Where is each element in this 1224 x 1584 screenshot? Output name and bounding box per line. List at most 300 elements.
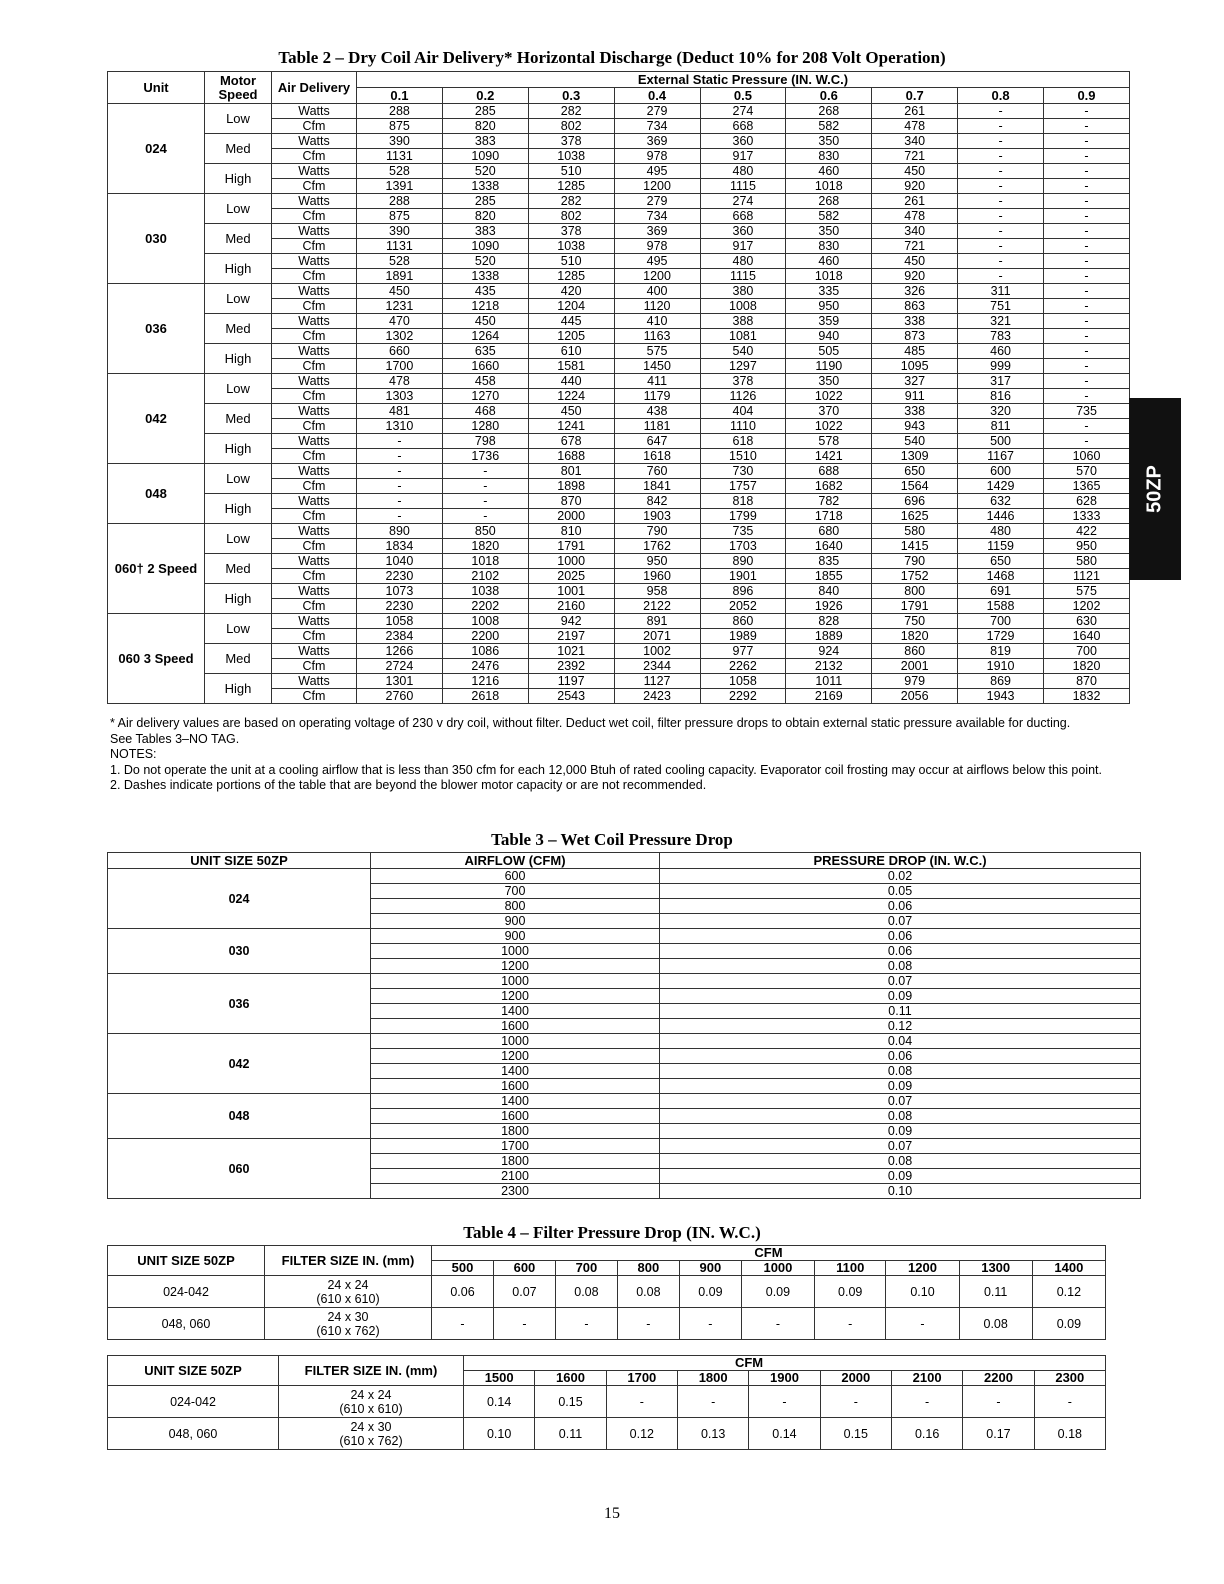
air-delivery-label: Watts xyxy=(272,584,357,599)
filter-size-cell xyxy=(265,1276,432,1308)
value-cell: 760 xyxy=(614,464,700,479)
table-row xyxy=(108,344,1130,359)
air-delivery-label: Watts xyxy=(272,284,357,299)
motor-speed-cell: Med xyxy=(205,134,272,164)
value-cell: 575 xyxy=(1044,584,1130,599)
table-row xyxy=(108,134,1130,149)
pressure-header: 0.4 xyxy=(614,88,700,104)
notes-label: NOTES: xyxy=(110,747,157,761)
value-cell: 700 xyxy=(958,614,1044,629)
value-cell: 0.11 xyxy=(959,1276,1032,1308)
value-cell: 268 xyxy=(786,194,872,209)
value-cell: 840 xyxy=(786,584,872,599)
value-cell: 1700 xyxy=(357,359,443,374)
value-cell: 0.10 xyxy=(886,1276,959,1308)
value-cell: 435 xyxy=(442,284,528,299)
value-cell: - xyxy=(442,509,528,524)
air-delivery-label: Watts xyxy=(272,644,357,659)
value-cell: 2160 xyxy=(528,599,614,614)
table-row xyxy=(108,614,1130,629)
airflow-cell: 900 xyxy=(371,914,660,929)
pressure-drop-cell: 0.06 xyxy=(660,899,1141,914)
value-cell: 1832 xyxy=(1044,689,1130,704)
value-cell: 411 xyxy=(614,374,700,389)
value-cell: - xyxy=(958,269,1044,284)
t4a-cfm-label: CFM xyxy=(432,1246,1106,1261)
cfm-header: 1800 xyxy=(677,1371,748,1386)
air-delivery-label: Watts xyxy=(272,194,357,209)
value-cell: 734 xyxy=(614,119,700,134)
value-cell: 1903 xyxy=(614,509,700,524)
value-cell: 1190 xyxy=(786,359,872,374)
value-cell: 1640 xyxy=(1044,629,1130,644)
pressure-drop-cell: 0.04 xyxy=(660,1034,1141,1049)
airflow-cell: 1200 xyxy=(371,989,660,1004)
value-cell: 1338 xyxy=(442,179,528,194)
value-cell: 943 xyxy=(872,419,958,434)
value-cell: 2025 xyxy=(528,569,614,584)
value-cell: 2132 xyxy=(786,659,872,674)
value-cell: 1302 xyxy=(357,329,443,344)
motor-speed-cell: High xyxy=(205,164,272,194)
value-cell: 1058 xyxy=(700,674,786,689)
value-cell: 818 xyxy=(700,494,786,509)
value-cell: - xyxy=(1044,134,1130,149)
value-cell: - xyxy=(958,194,1044,209)
value-cell: 700 xyxy=(1044,644,1130,659)
side-section-tab: 50ZP xyxy=(1129,398,1181,580)
airflow-cell: 1600 xyxy=(371,1109,660,1124)
value-cell: 2071 xyxy=(614,629,700,644)
value-cell: 369 xyxy=(614,224,700,239)
value-cell: 635 xyxy=(442,344,528,359)
value-cell: 1159 xyxy=(958,539,1044,554)
filter-size-in: 24 x 24 xyxy=(327,1277,369,1292)
unit-size-cell: 060 xyxy=(108,1139,371,1199)
pressure-drop-cell: 0.05 xyxy=(660,884,1141,899)
value-cell: 338 xyxy=(872,314,958,329)
airflow-cell: 1000 xyxy=(371,1034,660,1049)
airflow-cell: 700 xyxy=(371,884,660,899)
value-cell: 1038 xyxy=(528,149,614,164)
value-cell: 920 xyxy=(872,179,958,194)
value-cell: 540 xyxy=(872,434,958,449)
value-cell: 2001 xyxy=(872,659,958,674)
cfm-header: 2000 xyxy=(820,1371,891,1386)
value-cell: 478 xyxy=(357,374,443,389)
air-delivery-label: Cfm xyxy=(272,689,357,704)
note-1: 1. Do not operate the unit at a cooling airflow that is less than 350 cfm for each 12,000 Btuh of rated cooling capacity. Evaporator coil frosting may occur at airflows below this point. xyxy=(110,762,1102,777)
value-cell: 438 xyxy=(614,404,700,419)
value-cell: - xyxy=(493,1308,555,1340)
value-cell: 350 xyxy=(786,134,872,149)
value-cell: 261 xyxy=(872,194,958,209)
value-cell: - xyxy=(1044,329,1130,344)
value-cell: 1762 xyxy=(614,539,700,554)
table-row xyxy=(108,404,1130,419)
value-cell: 0.11 xyxy=(535,1418,606,1450)
table-row xyxy=(108,1276,1106,1308)
value-cell: 480 xyxy=(700,254,786,269)
value-cell: 279 xyxy=(614,194,700,209)
value-cell: 2200 xyxy=(442,629,528,644)
value-cell: - xyxy=(1044,164,1130,179)
value-cell: 458 xyxy=(442,374,528,389)
value-cell: 751 xyxy=(958,299,1044,314)
motor-speed-cell: Med xyxy=(205,644,272,674)
value-cell: 2230 xyxy=(357,569,443,584)
value-cell: 783 xyxy=(958,329,1044,344)
value-cell: 875 xyxy=(357,119,443,134)
value-cell: - xyxy=(958,104,1044,119)
value-cell: - xyxy=(1044,254,1130,269)
airflow-cell: 2300 xyxy=(371,1184,660,1199)
value-cell: 1058 xyxy=(357,614,443,629)
value-cell: 285 xyxy=(442,194,528,209)
value-cell: 450 xyxy=(872,164,958,179)
value-cell: 801 xyxy=(528,464,614,479)
value-cell: 1131 xyxy=(357,239,443,254)
value-cell: 2344 xyxy=(614,659,700,674)
value-cell: 1365 xyxy=(1044,479,1130,494)
value-cell: 390 xyxy=(357,224,443,239)
value-cell: 1391 xyxy=(357,179,443,194)
value-cell: 873 xyxy=(872,329,958,344)
value-cell: 1910 xyxy=(958,659,1044,674)
unit-size-cell: 036 xyxy=(108,974,371,1034)
value-cell: 999 xyxy=(958,359,1044,374)
value-cell: 1120 xyxy=(614,299,700,314)
value-cell: 390 xyxy=(357,134,443,149)
value-cell: 1799 xyxy=(700,509,786,524)
value-cell: 460 xyxy=(786,254,872,269)
motor-speed-cell: Low xyxy=(205,524,272,554)
value-cell: 1820 xyxy=(442,539,528,554)
value-cell: 1285 xyxy=(528,179,614,194)
value-cell: 798 xyxy=(442,434,528,449)
motor-speed-cell: High xyxy=(205,254,272,284)
pressure-header: 0.6 xyxy=(786,88,872,104)
value-cell: 1834 xyxy=(357,539,443,554)
cfm-header: 800 xyxy=(617,1261,679,1276)
value-cell: 734 xyxy=(614,209,700,224)
value-cell: 578 xyxy=(786,434,872,449)
filter-size-cell xyxy=(279,1386,464,1418)
table-row xyxy=(108,464,1130,479)
cfm-header: 500 xyxy=(432,1261,494,1276)
table-row xyxy=(108,494,1130,509)
table-row xyxy=(108,1139,1141,1154)
table-row xyxy=(108,554,1130,569)
t4a-col-filter: FILTER SIZE IN. (mm) xyxy=(265,1246,432,1276)
value-cell: 1943 xyxy=(958,689,1044,704)
value-cell: 810 xyxy=(528,524,614,539)
value-cell: 1889 xyxy=(786,629,872,644)
value-cell: 1791 xyxy=(872,599,958,614)
value-cell: 835 xyxy=(786,554,872,569)
value-cell: 1564 xyxy=(872,479,958,494)
value-cell: 359 xyxy=(786,314,872,329)
value-cell: - xyxy=(1044,179,1130,194)
value-cell: - xyxy=(958,254,1044,269)
value-cell: 505 xyxy=(786,344,872,359)
air-delivery-label: Watts xyxy=(272,404,357,419)
table-row xyxy=(108,374,1130,389)
motor-speed-cell: Med xyxy=(205,224,272,254)
value-cell: - xyxy=(1044,194,1130,209)
value-cell: 819 xyxy=(958,644,1044,659)
value-cell: 321 xyxy=(958,314,1044,329)
air-delivery-label: Cfm xyxy=(272,239,357,254)
filter-pressure-drop-table-1 xyxy=(107,1245,1106,1340)
cfm-header: 1600 xyxy=(535,1371,606,1386)
value-cell: - xyxy=(432,1308,494,1340)
value-cell: 920 xyxy=(872,269,958,284)
value-cell: - xyxy=(357,494,443,509)
value-cell: 2292 xyxy=(700,689,786,704)
unit-cell: 060† 2 Speed xyxy=(108,524,205,614)
pressure-header: 0.5 xyxy=(700,88,786,104)
value-cell: 0.10 xyxy=(464,1418,535,1450)
value-cell: 1618 xyxy=(614,449,700,464)
value-cell: 2760 xyxy=(357,689,443,704)
value-cell: - xyxy=(357,464,443,479)
value-cell: 261 xyxy=(872,104,958,119)
value-cell: 1270 xyxy=(442,389,528,404)
value-cell: - xyxy=(1044,269,1130,284)
value-cell: - xyxy=(1044,419,1130,434)
value-cell: 468 xyxy=(442,404,528,419)
value-cell: 370 xyxy=(786,404,872,419)
pressure-header: 0.9 xyxy=(1044,88,1130,104)
value-cell: 830 xyxy=(786,239,872,254)
table4-title: Table 4 – Filter Pressure Drop (IN. W.C.) xyxy=(463,1223,761,1242)
value-cell: 460 xyxy=(958,344,1044,359)
value-cell: 378 xyxy=(528,224,614,239)
value-cell: 950 xyxy=(786,299,872,314)
value-cell: 800 xyxy=(872,584,958,599)
airflow-cell: 1400 xyxy=(371,1094,660,1109)
value-cell: 478 xyxy=(872,119,958,134)
table-row xyxy=(108,224,1130,239)
pressure-drop-cell: 0.08 xyxy=(660,1154,1141,1169)
value-cell: 730 xyxy=(700,464,786,479)
table-row xyxy=(108,1094,1141,1109)
table3-title: Table 3 – Wet Coil Pressure Drop xyxy=(491,830,733,849)
value-cell: 1018 xyxy=(786,269,872,284)
value-cell: 1181 xyxy=(614,419,700,434)
value-cell: 890 xyxy=(700,554,786,569)
cfm-header: 2300 xyxy=(1034,1371,1105,1386)
value-cell: 1090 xyxy=(442,149,528,164)
value-cell: 369 xyxy=(614,134,700,149)
motor-speed-cell: High xyxy=(205,674,272,704)
value-cell: 445 xyxy=(528,314,614,329)
value-cell: 802 xyxy=(528,209,614,224)
motor-speed-cell: Low xyxy=(205,464,272,494)
value-cell: 816 xyxy=(958,389,1044,404)
table-row xyxy=(108,284,1130,299)
value-cell: - xyxy=(606,1386,677,1418)
value-cell: 1301 xyxy=(357,674,443,689)
value-cell: 2543 xyxy=(528,689,614,704)
table-row xyxy=(108,194,1130,209)
motor-speed-cell: Low xyxy=(205,194,272,224)
value-cell: - xyxy=(442,494,528,509)
wet-coil-pressure-drop-table xyxy=(107,852,1141,1199)
value-cell: 2392 xyxy=(528,659,614,674)
cfm-header: 2100 xyxy=(891,1371,962,1386)
table-row xyxy=(108,644,1130,659)
air-delivery-label: Watts xyxy=(272,374,357,389)
value-cell: 650 xyxy=(872,464,958,479)
motor-speed-cell: Med xyxy=(205,554,272,584)
value-cell: 870 xyxy=(528,494,614,509)
unit-size-cell: 048, 060 xyxy=(108,1418,279,1450)
cfm-header: 1300 xyxy=(959,1261,1032,1276)
value-cell: 820 xyxy=(442,209,528,224)
pressure-drop-cell: 0.08 xyxy=(660,1064,1141,1079)
value-cell: - xyxy=(886,1308,959,1340)
pressure-drop-cell: 0.07 xyxy=(660,1139,1141,1154)
col-air-delivery: Air Delivery xyxy=(272,72,357,104)
air-delivery-label: Watts xyxy=(272,254,357,269)
value-cell: 1266 xyxy=(357,644,443,659)
airflow-cell: 2100 xyxy=(371,1169,660,1184)
value-cell: - xyxy=(1044,389,1130,404)
value-cell: 1000 xyxy=(528,554,614,569)
value-cell: 830 xyxy=(786,149,872,164)
value-cell: 350 xyxy=(786,224,872,239)
value-cell: 977 xyxy=(700,644,786,659)
air-delivery-label: Cfm xyxy=(272,569,357,584)
value-cell: 942 xyxy=(528,614,614,629)
value-cell: 820 xyxy=(442,119,528,134)
value-cell: 528 xyxy=(357,254,443,269)
table-row xyxy=(108,584,1130,599)
value-cell: 1736 xyxy=(442,449,528,464)
filter-size-cell xyxy=(265,1308,432,1340)
value-cell: 2230 xyxy=(357,599,443,614)
airflow-cell: 1800 xyxy=(371,1154,660,1169)
value-cell: 1510 xyxy=(700,449,786,464)
pressure-header: 0.3 xyxy=(528,88,614,104)
value-cell: 842 xyxy=(614,494,700,509)
table-row xyxy=(108,1418,1106,1450)
value-cell: 917 xyxy=(700,149,786,164)
filter-size-cell xyxy=(279,1418,464,1450)
value-cell: 1682 xyxy=(786,479,872,494)
value-cell: 2052 xyxy=(700,599,786,614)
unit-cell: 036 xyxy=(108,284,205,374)
value-cell: 1421 xyxy=(786,449,872,464)
value-cell: 1018 xyxy=(442,554,528,569)
value-cell: 1224 xyxy=(528,389,614,404)
value-cell: 422 xyxy=(1044,524,1130,539)
value-cell: 1640 xyxy=(786,539,872,554)
value-cell: - xyxy=(677,1386,748,1418)
value-cell: 1115 xyxy=(700,269,786,284)
motor-speed-cell: Med xyxy=(205,404,272,434)
airflow-cell: 1400 xyxy=(371,1004,660,1019)
air-delivery-label: Cfm xyxy=(272,119,357,134)
air-delivery-label: Cfm xyxy=(272,659,357,674)
unit-cell: 024 xyxy=(108,104,205,194)
value-cell: 1202 xyxy=(1044,599,1130,614)
cfm-header: 600 xyxy=(493,1261,555,1276)
value-cell: 1310 xyxy=(357,419,443,434)
value-cell: 1127 xyxy=(614,674,700,689)
unit-size-cell: 024-042 xyxy=(108,1386,279,1418)
value-cell: - xyxy=(357,434,443,449)
cfm-header: 1400 xyxy=(1032,1261,1105,1276)
value-cell: 326 xyxy=(872,284,958,299)
value-cell: - xyxy=(1044,434,1130,449)
value-cell: 668 xyxy=(700,209,786,224)
value-cell: - xyxy=(1034,1386,1105,1418)
unit-cell: 042 xyxy=(108,374,205,464)
value-cell: 1309 xyxy=(872,449,958,464)
pressure-header: 0.2 xyxy=(442,88,528,104)
value-cell: - xyxy=(820,1386,891,1418)
value-cell: - xyxy=(749,1386,820,1418)
value-cell: 1757 xyxy=(700,479,786,494)
value-cell: 917 xyxy=(700,239,786,254)
table-row xyxy=(108,1386,1106,1418)
value-cell: 360 xyxy=(700,224,786,239)
pressure-drop-cell: 0.10 xyxy=(660,1184,1141,1199)
value-cell: 510 xyxy=(528,254,614,269)
unit-cell: 030 xyxy=(108,194,205,284)
table-row xyxy=(108,674,1130,689)
value-cell: 2618 xyxy=(442,689,528,704)
value-cell: 600 xyxy=(958,464,1044,479)
value-cell: 350 xyxy=(786,374,872,389)
pressure-drop-cell: 0.09 xyxy=(660,989,1141,1004)
value-cell: 580 xyxy=(872,524,958,539)
value-cell: 1898 xyxy=(528,479,614,494)
value-cell: 311 xyxy=(958,284,1044,299)
value-cell: - xyxy=(958,209,1044,224)
air-delivery-label: Cfm xyxy=(272,539,357,554)
value-cell: - xyxy=(1044,149,1130,164)
footnote: * Air delivery values are based on operating voltage of 230 v dry coil, without filter. Deduct wet coil, filter pressure drops to obtain external static pressure available for ducting. xyxy=(110,716,1071,730)
airflow-cell: 1600 xyxy=(371,1019,660,1034)
value-cell: 1038 xyxy=(528,239,614,254)
pressure-drop-cell: 0.06 xyxy=(660,944,1141,959)
value-cell: 1121 xyxy=(1044,569,1130,584)
value-cell: 1415 xyxy=(872,539,958,554)
unit-size-cell: 048 xyxy=(108,1094,371,1139)
value-cell: 618 xyxy=(700,434,786,449)
air-delivery-label: Watts xyxy=(272,164,357,179)
value-cell: 1625 xyxy=(872,509,958,524)
value-cell: 1446 xyxy=(958,509,1044,524)
air-delivery-label: Watts xyxy=(272,464,357,479)
value-cell: 850 xyxy=(442,524,528,539)
air-delivery-label: Cfm xyxy=(272,419,357,434)
cfm-header: 1200 xyxy=(886,1261,959,1276)
pressure-drop-cell: 0.07 xyxy=(660,1094,1141,1109)
value-cell: 1303 xyxy=(357,389,443,404)
value-cell: 470 xyxy=(357,314,443,329)
value-cell: 2102 xyxy=(442,569,528,584)
value-cell: 1110 xyxy=(700,419,786,434)
value-cell: 628 xyxy=(1044,494,1130,509)
air-delivery-label: Cfm xyxy=(272,389,357,404)
air-delivery-label: Cfm xyxy=(272,149,357,164)
value-cell: - xyxy=(1044,119,1130,134)
